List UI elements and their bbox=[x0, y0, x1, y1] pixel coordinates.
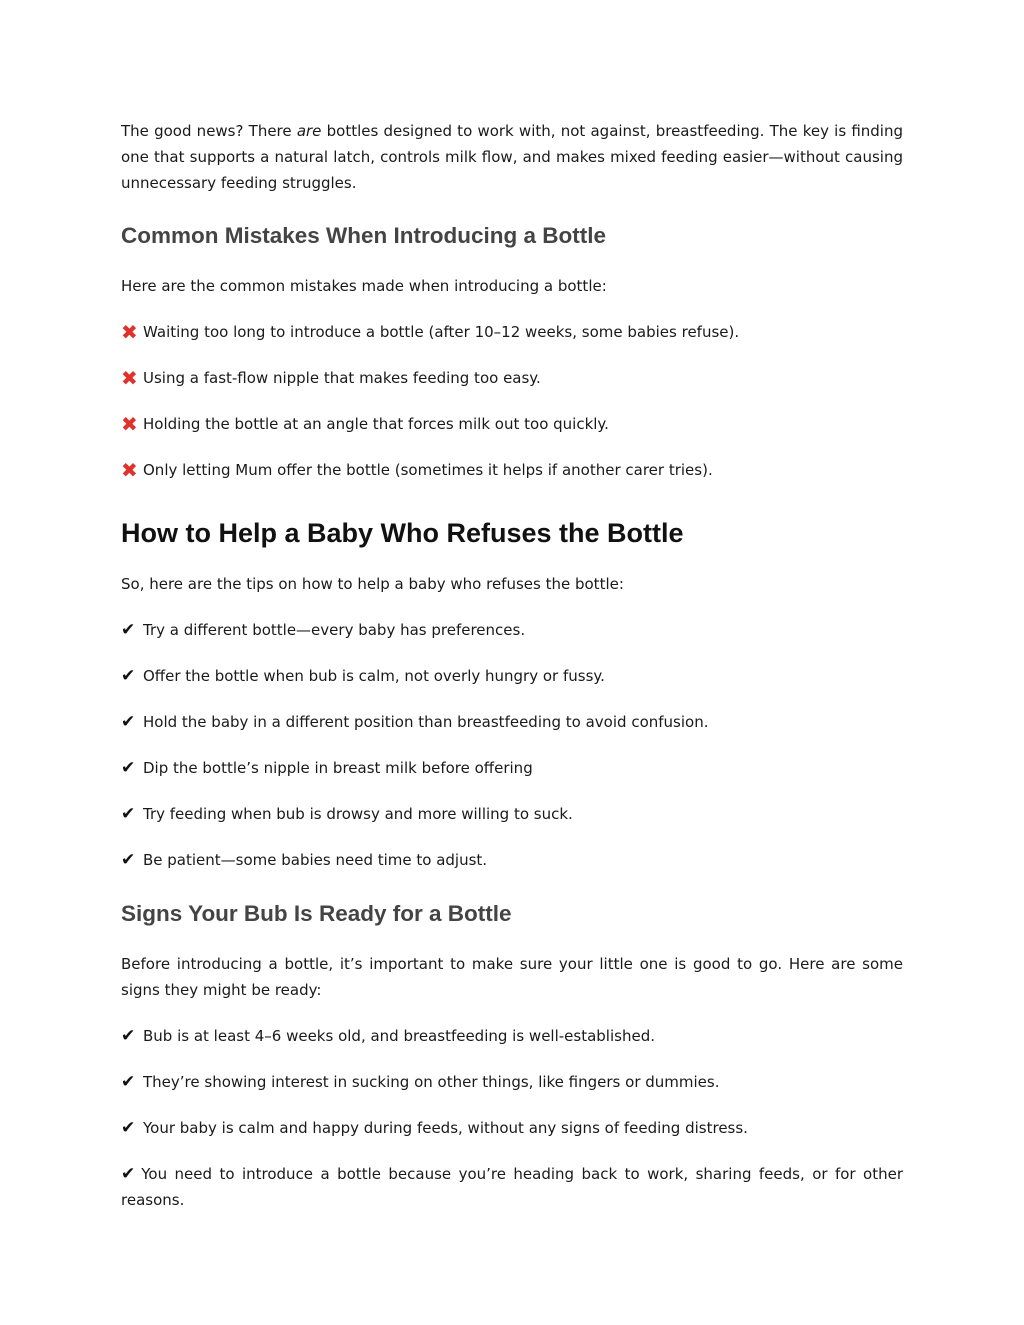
intro-emphasis: are bbox=[296, 122, 322, 140]
signs-lead: Before introducing a bottle, it’s important to make sure your little one is good to go. Here are some signs they might be ready: bbox=[121, 955, 903, 999]
refuses-heading: How to Help a Baby Who Refuses the Bottle bbox=[121, 518, 684, 548]
mistakes-heading: Common Mistakes When Introducing a Bottle bbox=[121, 223, 607, 248]
refuses-lead: So, here are the tips on how to help a baby who refuses the bottle: bbox=[121, 575, 624, 593]
tip-text: Be patient—some babies need time to adjust. bbox=[143, 851, 488, 869]
mistake-text: Only letting Mum offer the bottle (sometimes it helps if another carer tries). bbox=[143, 461, 713, 479]
mistake-text: Using a fast-flow nipple that makes feeding too easy. bbox=[143, 369, 541, 387]
sign-item bbox=[121, 1161, 903, 1213]
check-mark-icon: ✔ bbox=[121, 1026, 136, 1046]
check-mark-icon: ✔ bbox=[121, 712, 136, 732]
tip-item bbox=[121, 663, 903, 689]
tip-item bbox=[121, 617, 903, 643]
sign-item bbox=[121, 1069, 903, 1095]
check-mark-icon: ✔ bbox=[121, 666, 136, 686]
mistake-text: Holding the bottle at an angle that forces milk out too quickly. bbox=[143, 415, 609, 433]
check-mark-icon: ✔ bbox=[121, 804, 136, 824]
document-page bbox=[121, 118, 903, 1213]
tip-text: Offer the bottle when bub is calm, not overly hungry or fussy. bbox=[143, 667, 605, 685]
tip-text: Try a different bottle—every baby has preferences. bbox=[143, 621, 526, 639]
intro-text-2: bottles designed to work with, not against, breastfeeding. The key is finding one that supports a natural latch, controls milk flow, and makes mixed feeding easier—without causing unnecessary feeding struggles. bbox=[121, 122, 903, 192]
mistake-item bbox=[121, 365, 903, 391]
check-mark-icon: ✔ bbox=[121, 620, 136, 640]
cross-mark-icon: ✖ bbox=[121, 412, 138, 436]
sign-text: Bub is at least 4–6 weeks old, and breastfeeding is well-established. bbox=[143, 1027, 655, 1045]
mistake-item bbox=[121, 319, 903, 345]
intro-paragraph bbox=[121, 118, 903, 196]
sign-text: They’re showing interest in sucking on other things, like fingers or dummies. bbox=[143, 1073, 720, 1091]
mistake-item bbox=[121, 457, 903, 483]
cross-mark-icon: ✖ bbox=[121, 320, 138, 344]
check-mark-icon: ✔ bbox=[121, 1118, 136, 1138]
check-mark-icon: ✔ bbox=[121, 850, 136, 870]
sign-item bbox=[121, 1115, 903, 1141]
intro-text-1: The good news? There bbox=[121, 122, 297, 140]
cross-mark-icon: ✖ bbox=[121, 366, 138, 390]
check-mark-icon: ✔ bbox=[121, 758, 136, 778]
tip-item bbox=[121, 709, 903, 735]
tip-text: Try feeding when bub is drowsy and more willing to suck. bbox=[143, 805, 573, 823]
sign-text: Your baby is calm and happy during feeds, without any signs of feeding distress. bbox=[143, 1119, 748, 1137]
check-mark-icon: ✔ bbox=[121, 1164, 136, 1184]
tip-item bbox=[121, 755, 903, 781]
mistake-text: Waiting too long to introduce a bottle (after 10–12 weeks, some babies refuse). bbox=[143, 323, 740, 341]
mistake-item bbox=[121, 411, 903, 437]
tip-item bbox=[121, 801, 903, 827]
signs-heading: Signs Your Bub Is Ready for a Bottle bbox=[121, 901, 512, 926]
tip-text: Hold the baby in a different position than breastfeeding to avoid confusion. bbox=[143, 713, 709, 731]
sign-item bbox=[121, 1023, 903, 1049]
tip-text: Dip the bottle’s nipple in breast milk before offering bbox=[143, 759, 533, 777]
sign-text: You need to introduce a bottle because you’re heading back to work, sharing feeds, or for other reasons. bbox=[121, 1165, 903, 1209]
mistakes-lead: Here are the common mistakes made when introducing a bottle: bbox=[121, 277, 607, 295]
tip-item bbox=[121, 847, 903, 873]
cross-mark-icon: ✖ bbox=[121, 458, 138, 482]
check-mark-icon: ✔ bbox=[121, 1072, 136, 1092]
